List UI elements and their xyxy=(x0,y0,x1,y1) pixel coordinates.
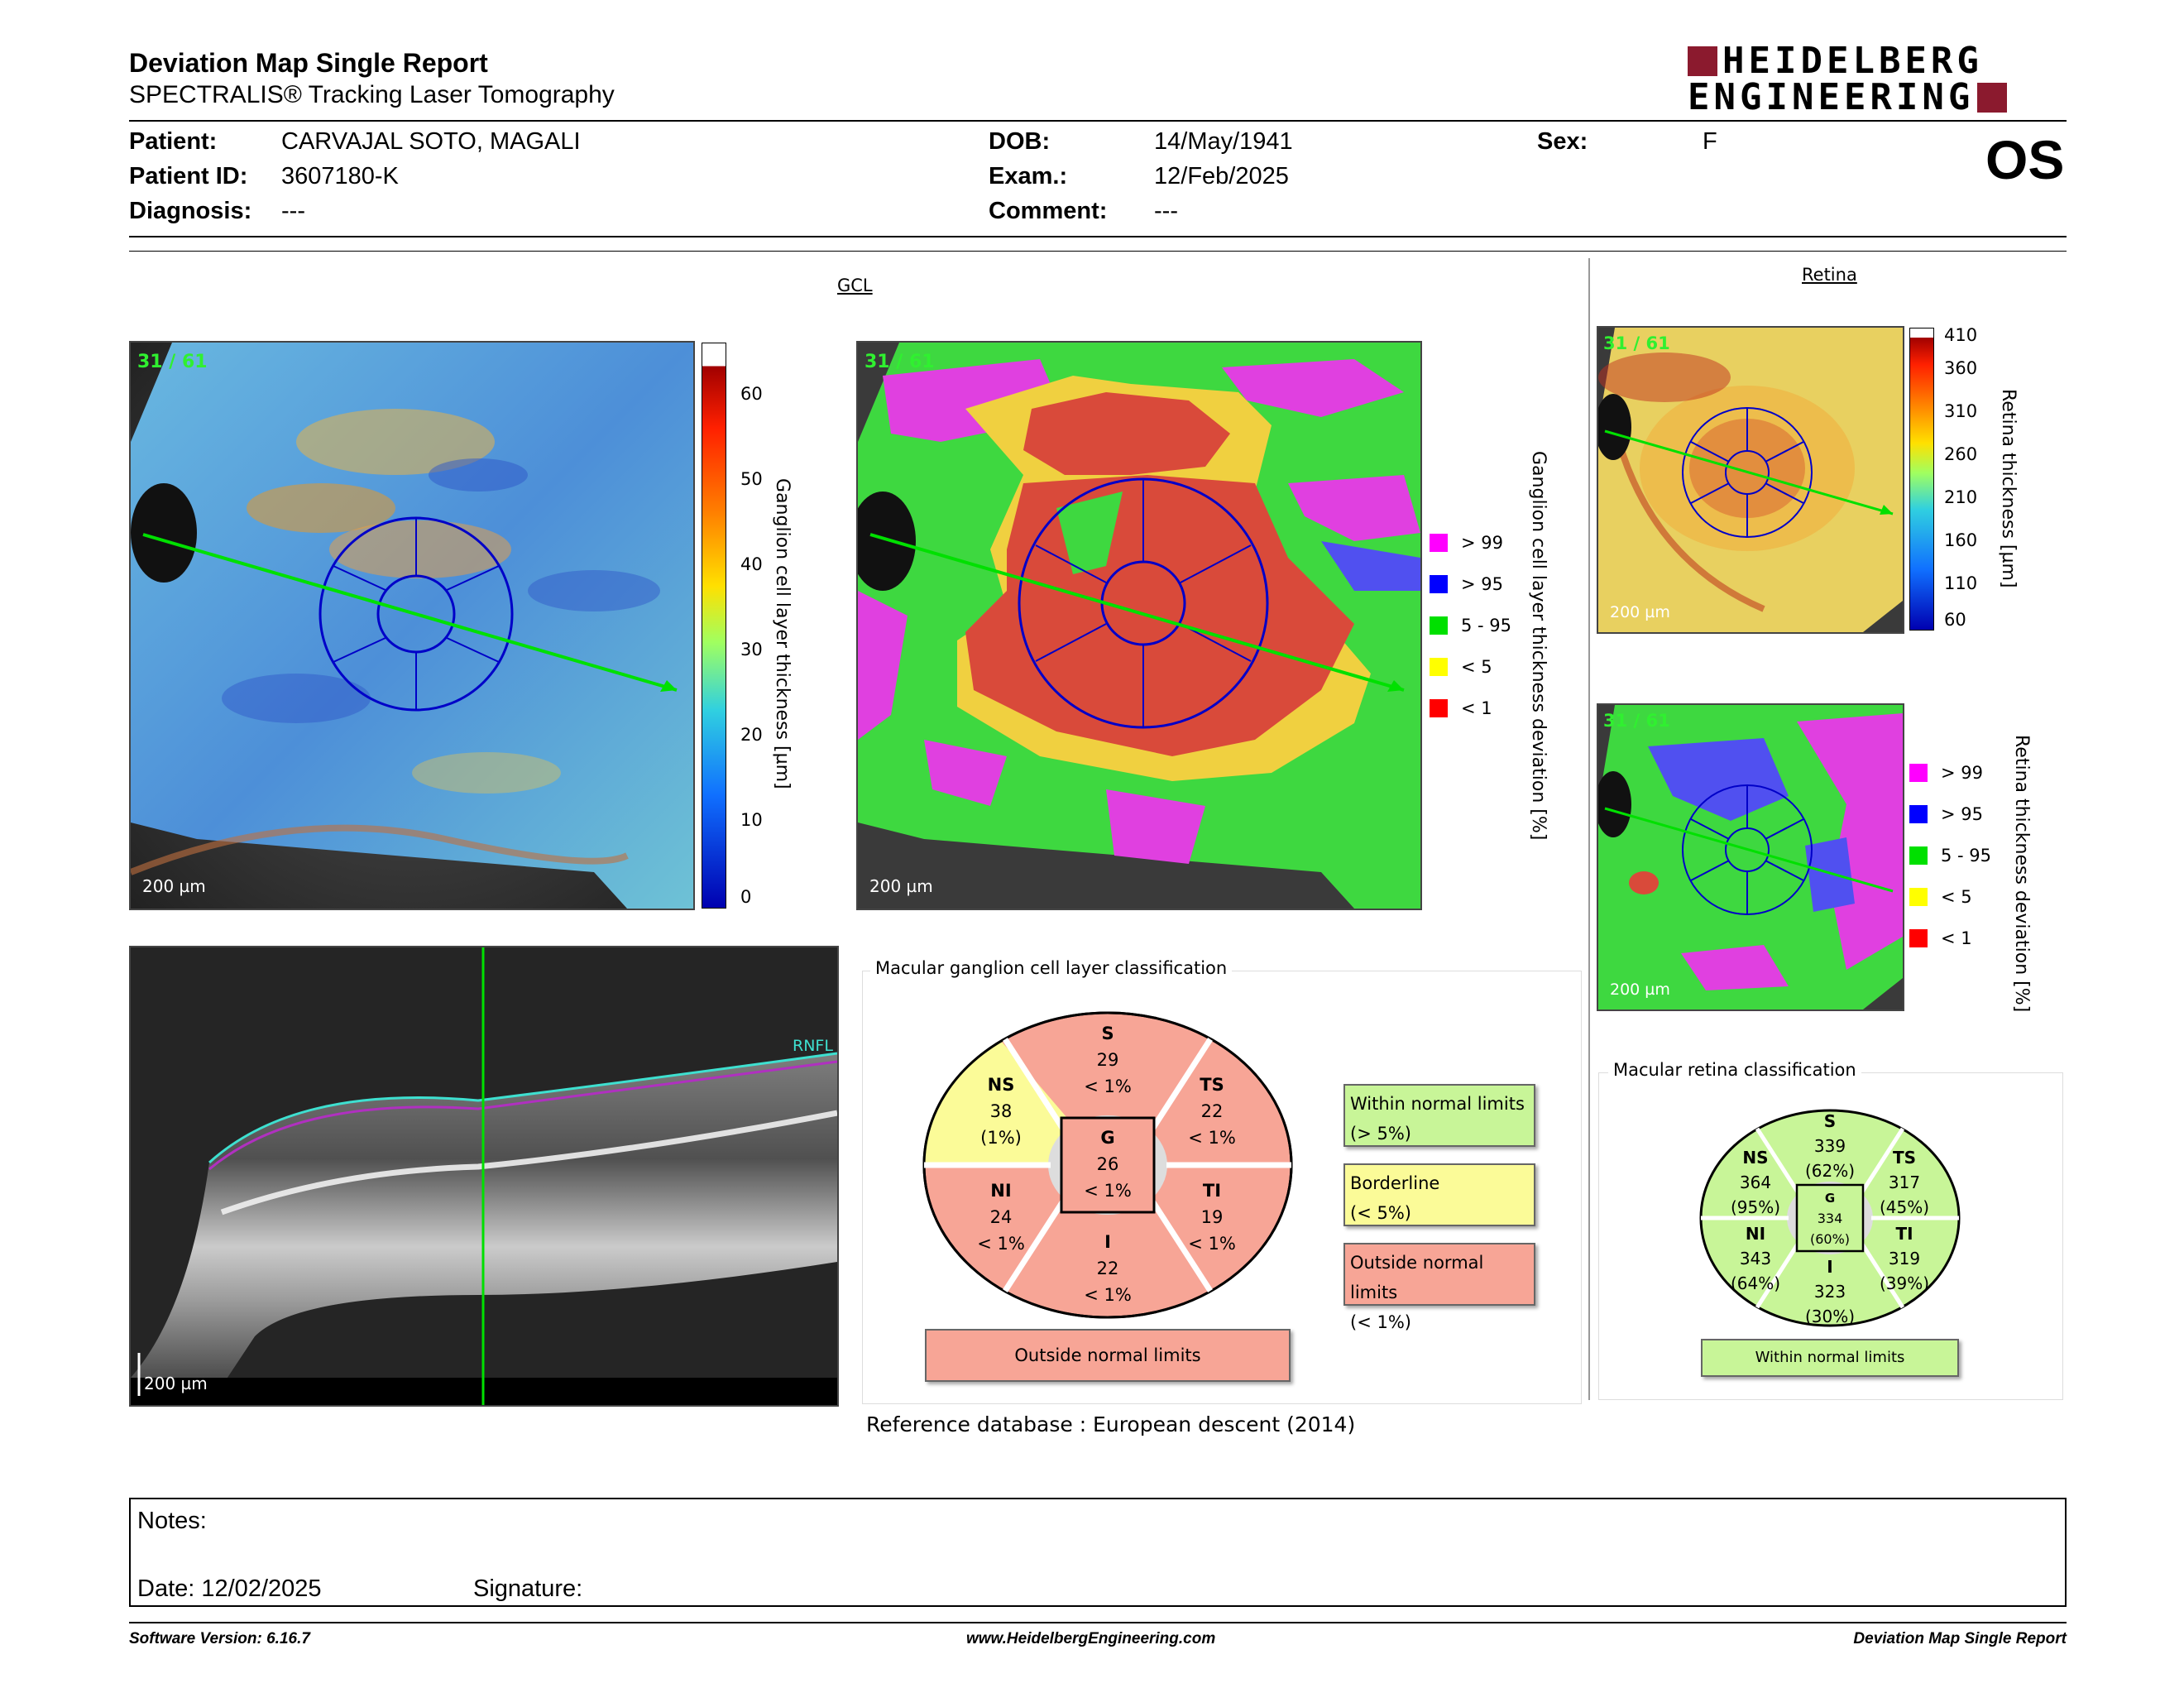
retina-sector-NS-pct: (95%) xyxy=(1730,1197,1781,1217)
sex-label: Sex: xyxy=(1537,128,1588,155)
legend-outside-normal: Outside normal limits (< 1%) xyxy=(1343,1243,1535,1306)
retina-deviation-frame-label: 31 / 61 xyxy=(1603,711,1670,731)
retina-legend-item: < 1 xyxy=(1909,928,1972,948)
patient-id: 3607180-K xyxy=(281,163,399,189)
retina-sector-TS-value: 317 xyxy=(1888,1172,1921,1192)
patient-id-label: Patient ID: xyxy=(129,163,248,189)
gcl-classification-result: Outside normal limits xyxy=(925,1329,1291,1382)
retina-legend-item: 5 - 95 xyxy=(1909,846,1991,866)
gcl-deviation-frame-label: 31 / 61 xyxy=(864,352,935,372)
logo-line-2: ENGINEERING xyxy=(1688,76,1975,118)
gcl-tick: 0 xyxy=(740,887,752,907)
retina-thickness-scale: 200 µm xyxy=(1610,603,1670,621)
retina-sector-TI-value: 319 xyxy=(1888,1249,1921,1268)
gcl-section-title: GCL xyxy=(837,276,873,295)
gcl-sector-TS-pct: < 1% xyxy=(1188,1128,1236,1148)
date-label: Date: 12/02/2025 xyxy=(137,1575,322,1602)
retina-tick: 310 xyxy=(1944,401,1978,421)
gcl-sector-TI-value: 19 xyxy=(1200,1207,1224,1227)
gcl-sector-chart xyxy=(918,1008,1299,1322)
retina-sector-G-name: G xyxy=(1824,1191,1836,1206)
retina-sector-I-pct: (30%) xyxy=(1804,1307,1856,1326)
gcl-sector-TS-name: TS xyxy=(1200,1075,1224,1095)
diagnosis-value: --- xyxy=(281,198,305,224)
gcl-sector-S-pct: < 1% xyxy=(1084,1077,1132,1096)
patient-label: Patient: xyxy=(129,128,218,155)
gcl-sector-NI-name: NI xyxy=(990,1181,1012,1201)
gcl-sector-S-value: 29 xyxy=(1096,1050,1119,1070)
retina-tick: 210 xyxy=(1944,487,1978,507)
retina-sector-NS-name: NS xyxy=(1742,1148,1769,1168)
retina-classification-result: Within normal limits xyxy=(1701,1339,1959,1377)
gcl-thickness-frame-label: 31 / 61 xyxy=(137,352,208,372)
legend-within-normal: Within normal limits (> 5%) xyxy=(1343,1084,1535,1147)
website-link[interactable]: www.HeidelbergEngineering.com xyxy=(966,1630,1216,1647)
comment-label: Comment: xyxy=(989,198,1108,224)
retina-deviation-map xyxy=(1597,703,1904,1011)
gcl-tick: 30 xyxy=(740,640,763,659)
gcl-legend-item: > 95 xyxy=(1430,574,1503,594)
gcl-sector-I-value: 22 xyxy=(1096,1259,1119,1278)
retina-tick: 260 xyxy=(1944,444,1978,464)
patient-divider-2 xyxy=(129,251,2067,252)
retina-sector-I-value: 323 xyxy=(1813,1282,1846,1302)
retina-sector-NI-name: NI xyxy=(1745,1224,1766,1244)
retina-sector-TI-name: TI xyxy=(1895,1224,1913,1244)
footer-divider xyxy=(129,1622,2067,1623)
gcl-sector-G-value: 26 xyxy=(1096,1154,1119,1174)
retina-sector-G-pct: (60%) xyxy=(1809,1231,1851,1247)
rnfl-layer-label: RNFL xyxy=(793,1037,833,1055)
gcl-sector-I-pct: < 1% xyxy=(1084,1285,1132,1305)
gcl-tick: 50 xyxy=(740,469,763,489)
retina-sector-I-name: I xyxy=(1827,1257,1833,1277)
retina-tick: 410 xyxy=(1944,325,1978,345)
signature-label: Signature: xyxy=(473,1575,583,1602)
software-version: Software Version: 6.16.7 xyxy=(129,1630,310,1647)
bscan-scale: 200 µm xyxy=(144,1374,208,1393)
retina-section-title: Retina xyxy=(1802,265,1857,285)
retina-classification-title: Macular retina classification xyxy=(1608,1060,1861,1080)
heidelberg-logo xyxy=(1688,40,2068,118)
gcl-sector-S-name: S xyxy=(1101,1024,1114,1043)
gcl-legend-item: < 1 xyxy=(1430,698,1492,718)
retina-sector-S-pct: (62%) xyxy=(1804,1161,1856,1181)
report-title: Deviation Map Single Report xyxy=(129,48,488,78)
patient-name: CARVAJAL SOTO, MAGALI xyxy=(281,128,581,155)
gcl-thickness-scale: 200 µm xyxy=(142,876,206,896)
gcl-classification-title: Macular ganglion cell layer classification xyxy=(870,958,1232,978)
retina-thickness-axis-label: Retina thickness [µm] xyxy=(1998,389,2019,588)
retina-deviation-scale: 200 µm xyxy=(1610,981,1670,999)
retina-sector-NI-pct: (64%) xyxy=(1730,1273,1781,1293)
logo-square-left xyxy=(1688,46,1717,76)
oct-bscan xyxy=(129,946,839,1407)
notes-label: Notes: xyxy=(137,1508,207,1534)
retina-sector-TS-name: TS xyxy=(1892,1148,1917,1168)
gcl-sector-G-pct: < 1% xyxy=(1084,1181,1132,1201)
gcl-sector-I-name: I xyxy=(1104,1232,1111,1252)
gcl-sector-TS-value: 22 xyxy=(1200,1101,1224,1121)
gcl-legend-item: 5 - 95 xyxy=(1430,616,1511,635)
gcl-thickness-map xyxy=(129,341,695,910)
gcl-sector-G-name: G xyxy=(1100,1128,1115,1148)
retina-sector-S-value: 339 xyxy=(1813,1136,1846,1156)
retina-tick: 160 xyxy=(1944,530,1978,550)
notes-box xyxy=(129,1498,2067,1607)
dob-value: 14/May/1941 xyxy=(1154,128,1293,155)
retina-tick: 60 xyxy=(1944,610,1966,630)
legend-borderline: Borderline (< 5%) xyxy=(1343,1163,1535,1226)
retina-sector-NI-value: 343 xyxy=(1739,1249,1772,1268)
gcl-sector-NS-value: 38 xyxy=(989,1101,1013,1121)
gcl-sector-TI-pct: < 1% xyxy=(1188,1234,1236,1254)
header-divider xyxy=(129,120,2067,122)
retina-thickness-map xyxy=(1597,326,1904,634)
gcl-sector-NS-pct: (1%) xyxy=(980,1128,1022,1148)
comment-value: --- xyxy=(1154,198,1178,224)
gcl-tick: 40 xyxy=(740,554,763,574)
exam-label: Exam.: xyxy=(989,163,1068,189)
patient-divider xyxy=(129,236,2067,237)
retina-tick: 360 xyxy=(1944,358,1978,378)
gcl-tick: 10 xyxy=(740,810,763,830)
retina-tick: 110 xyxy=(1944,573,1978,593)
retina-deviation-axis-label: Retina thickness deviation [%] xyxy=(2011,735,2032,1013)
section-divider xyxy=(1588,258,1590,1400)
gcl-legend-item: < 5 xyxy=(1430,657,1492,677)
gcl-thickness-axis-label: Ganglion cell layer thickness [µm] xyxy=(772,478,793,789)
retina-sector-TS-pct: (45%) xyxy=(1879,1197,1930,1217)
retina-legend-item: > 95 xyxy=(1909,804,1983,824)
retina-sector-S-name: S xyxy=(1823,1111,1837,1131)
gcl-thickness-colorbar xyxy=(702,343,726,909)
sex-value: F xyxy=(1703,128,1717,155)
gcl-sector-NS-name: NS xyxy=(987,1075,1015,1095)
gcl-sector-NI-pct: < 1% xyxy=(977,1234,1025,1254)
gcl-sector-NI-value: 24 xyxy=(989,1207,1013,1227)
retina-legend-item: < 5 xyxy=(1909,887,1972,907)
dob-label: DOB: xyxy=(989,128,1051,155)
eye-indicator: OS xyxy=(1985,129,2065,190)
gcl-tick: 60 xyxy=(740,384,763,404)
report-subtitle: SPECTRALIS® Tracking Laser Tomography xyxy=(129,81,615,108)
exam-value: 12/Feb/2025 xyxy=(1154,163,1289,189)
retina-thickness-frame-label: 31 / 61 xyxy=(1603,333,1670,353)
diagnosis-label: Diagnosis: xyxy=(129,198,252,224)
retina-sector-G-value: 334 xyxy=(1817,1211,1843,1226)
gcl-deviation-axis-label: Ganglion cell layer thickness deviation [%] xyxy=(1528,451,1549,841)
retina-sector-chart xyxy=(1696,1105,1964,1331)
retina-sector-TI-pct: (39%) xyxy=(1879,1273,1930,1293)
retina-sector-NS-value: 364 xyxy=(1739,1172,1772,1192)
gcl-deviation-map xyxy=(856,341,1422,910)
gcl-sector-TI-name: TI xyxy=(1202,1181,1222,1201)
logo-square-right xyxy=(1977,83,2007,113)
retina-legend-item: > 99 xyxy=(1909,763,1983,783)
retina-thickness-colorbar xyxy=(1909,328,1934,631)
footer-report-name: Deviation Map Single Report xyxy=(1853,1630,2067,1647)
reference-database: Reference database : European descent (2014) xyxy=(866,1412,1356,1436)
gcl-tick: 20 xyxy=(740,725,763,745)
logo-line-1: HEIDELBERG xyxy=(1722,40,1983,82)
gcl-deviation-scale: 200 µm xyxy=(869,876,933,896)
gcl-legend-item: > 99 xyxy=(1430,533,1503,553)
